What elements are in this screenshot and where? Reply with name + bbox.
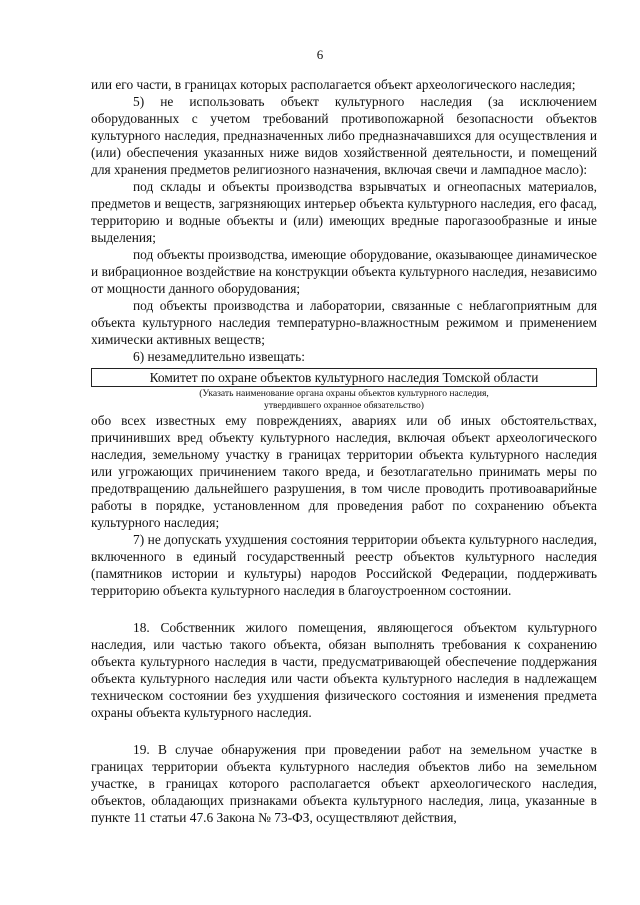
paragraph-damage-notice: обо всех известных ему повреждениях, авариях или об иных обстоятельствах, причинивших вред объекту культурного наследия, включая объект археологического наследия, земельному участку в границах территории объекта культурного наследия или угрожающих причинением такого вреда, и безотлагательно принимать меры по предотвращению дальнейшего разрушения, в том числе проводить противоаварийные работы в порядке, установленном для проведения работ по сохранению объекта культурного наследия; [91, 413, 597, 530]
authority-name-box: Комитет по охране объектов культурного наследия Томской области [91, 368, 597, 387]
authority-hint-line-1: (Указать наименование органа охраны объектов культурного наследия, [199, 388, 489, 399]
document-body [91, 76, 597, 826]
paragraph-item-6: 6) незамедлительно извещать: [133, 349, 305, 364]
paragraph-vibration: под объекты производства, имеющие оборудование, оказывающее динамическое и вибрационное воздействие на конструкции объекта культурного наследия, независимо от мощности данного оборудования; [91, 247, 597, 296]
authority-hint-line-2: утвердившего охранное обязательство) [264, 400, 424, 411]
section-gap [91, 599, 597, 619]
section-gap [91, 721, 597, 741]
section-18: 18. Собственник жилого помещения, являющегося объектом культурного наследия, или частью такого объекта, обязан выполнять требования к сохранению объекта культурного наследия в части, предусматривающей обеспечение поддержания объекта культурного наследия или части объекта культурного наследия в надлежащем техническом состоянии без ухудшения физического состояния и изменения предмета охраны объекта культурного наследия. [91, 620, 597, 720]
paragraph-laboratories: под объекты производства и лаборатории, связанные с неблагоприятным для объекта культурного наследия температурно-влажностным режимом и применением химически активных веществ; [91, 298, 597, 347]
page-number: 6 [316, 47, 324, 62]
paragraph-item-5: 5) не использовать объект культурного наследия (за исключением оборудованных с учетом требований противопожарной безопасности объектов культурного наследия, предназначенных либо предназначавшихся для осуществления и (или) обеспечения указанных ниже видов хозяйственной деятельности, и помещений для хранения предметов религиозного назначения, включая свечи и лампадное масло): [91, 94, 597, 177]
paragraph-warehouses: под склады и объекты производства взрывчатых и огнеопасных материалов, предметов и веществ, загрязняющих интерьер объекта культурного наследия, его фасад, территорию и водные объекты и (или) имеющих вредные парогазообразные и иные выделения; [91, 179, 597, 245]
paragraph-continuation: или его части, в границах которых располагается объект археологического наследия; [91, 77, 576, 92]
section-19: 19. В случае обнаружения при проведении работ на земельном участке в границах территории объекта культурного наследия объектов либо на земельном участке, в границах которого располагается объект археологического наследия, объектов, обладающих признаками объекта культурного наследия, лица, указанные в пункте 11 статьи 47.6 Закона № 73-ФЗ, осуществляют действия, [91, 742, 597, 825]
paragraph-item-7: 7) не допускать ухудшения состояния территории объекта культурного наследия, включенного в единый государственный реестр объектов культурного наследия (памятников истории и культуры) народов Российской Федерации, поддерживать территорию объекта культурного наследия в благоустроенном состоянии. [91, 532, 597, 598]
authority-field [91, 368, 597, 411]
